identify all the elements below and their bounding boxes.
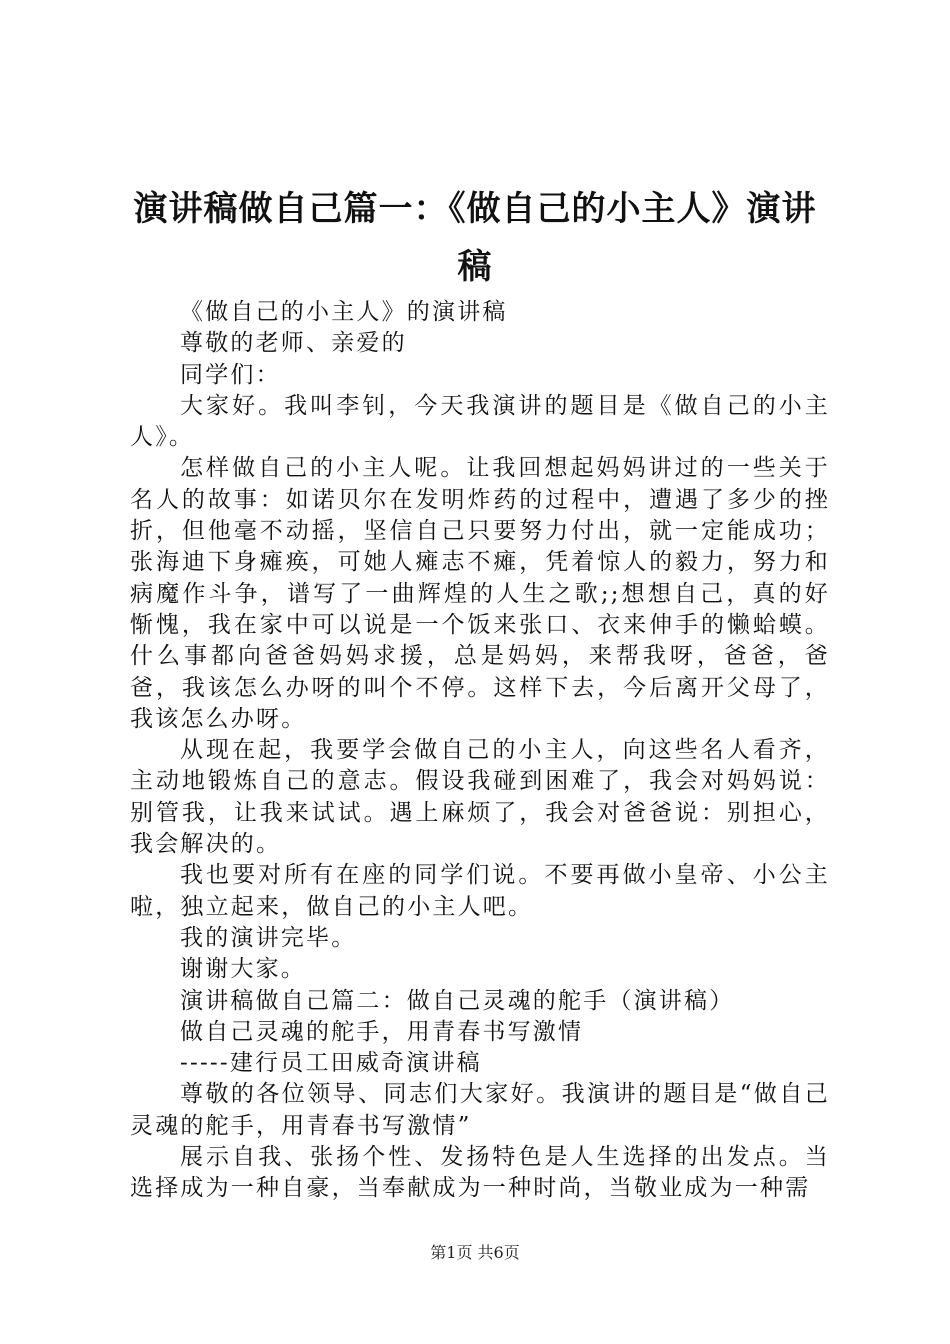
paragraph: 谢谢大家。 [180,956,306,983]
paragraph: 从现在起，我要学会做自己的小主人，向这些名人看齐，主动地锻炼自己的意志。假设我碰到困难了，我会对妈妈说：别管我，让我来试试。遇上麻烦了，我会对爸爸说：别担心，我会解决的。 [130,737,830,858]
page-number-footer: 第1页 共6页 [430,1243,520,1262]
paragraph: 我也要对所有在座的同学们说。不要再做小皇帝、小公主啦，独立起来，做自己的小主人吧。 [130,862,830,920]
paragraph: 尊敬的老师、亲爱的 [180,330,407,357]
paragraph: 做自己灵魂的舵手，用青春书写激情 [180,1018,584,1045]
document-title: 演讲稿做自己篇一：《做自己的小主人》演讲稿 [133,189,817,287]
paragraph: -----建行员工田威奇演讲稿 [180,1050,482,1077]
paragraph: 展示自我、张扬个性、发扬特色是人生选择的出发点。当选择成为一种自豪，当奉献成为一种时尚，当敬业成为一种需 [130,1144,830,1202]
paragraph: 我的演讲完毕。 [180,924,357,951]
paragraph: 同学们： [180,361,281,388]
paragraph: 怎样做自己的小主人呢。让我回想起妈妈讲过的一些关于名人的故事：如诺贝尔在发明炸药的过程中，遭遇了多少的挫折，但他毫不动摇，坚信自己只要努力付出，就一定能成功；张海迪下身瘫痪，可她人瘫志不瘫，凭着惊人的毅力，努力和病魔作斗争，谱写了一曲辉煌的人生之歌;;想想自己，真的好惭愧，我在家中可以说是一个饭来张口、衣来伸手的懒蛤蟆。什么事都向爸爸妈妈求援，总是妈妈，来帮我呀，爸爸，爸爸，我该怎么办呀的叫个不停。这样下去，今后离开父母了，我该怎么办呀。 [130,455,830,732]
paragraph: 尊敬的各位领导、同志们大家好。我演讲的题目是“做自己灵魂的舵手，用青春书写激情” [130,1081,830,1139]
paragraph: 《做自己的小主人》的演讲稿 [180,299,508,325]
paragraph: 演讲稿做自己篇二：做自己灵魂的舵手（演讲稿） [180,987,735,1014]
paragraph: 大家好。我叫李钊，今天我演讲的题目是《做自己的小主人》。 [130,392,830,451]
document-body [130,297,830,1205]
